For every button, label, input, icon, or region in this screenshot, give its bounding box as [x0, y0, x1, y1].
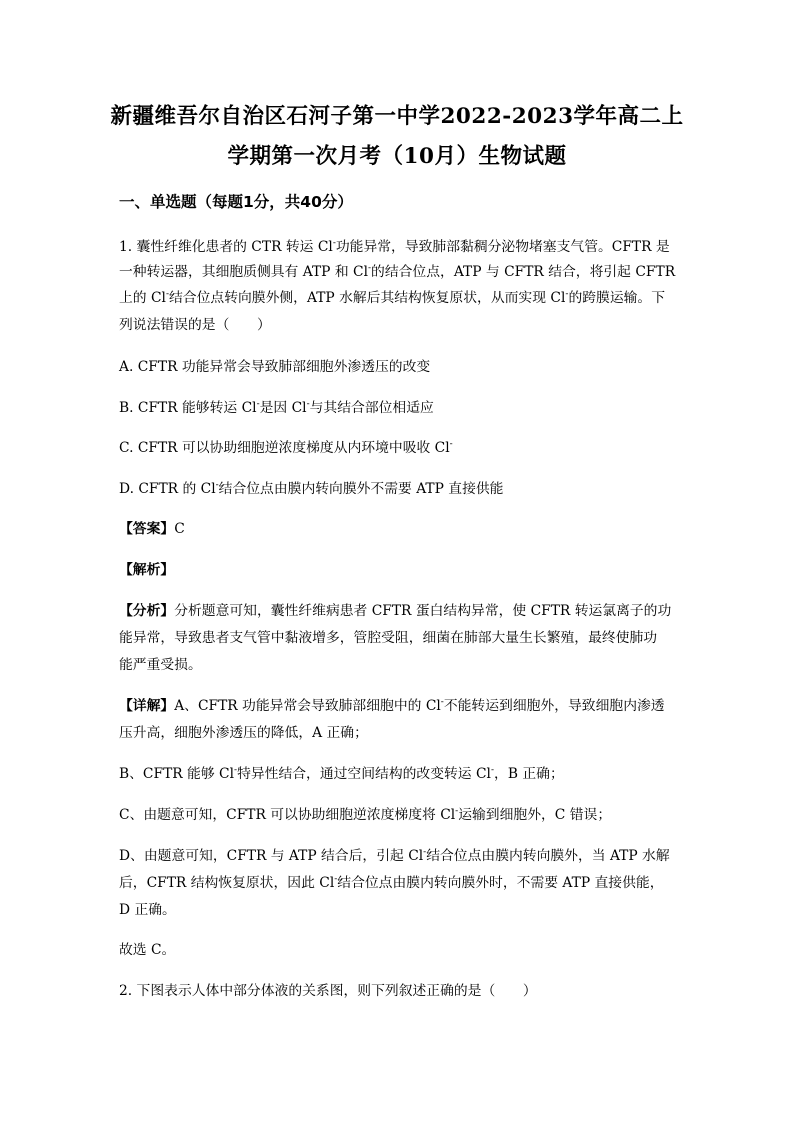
explanation-d-line-2: 后，CFTR 结构恢复原状，因此 Cl-结合位点由膜内转向膜外时，不需要 ATP 直接供能， — [119, 874, 664, 891]
answer-label: 【答案】 — [119, 521, 175, 537]
question-1-stem-line-4: 列说法错误的是（ ） — [119, 317, 271, 333]
xiangjie-text-1: A、CFTR 功能异常会导致肺部细胞中的 Cl-不能转运到细胞外，导致细胞内渗透 — [174, 697, 665, 714]
fenxi-label: 【分析】 — [119, 603, 175, 619]
question-1-option-c: C. CFTR 可以协助细胞逆浓度梯度从内环境中吸收 Cl- — [119, 439, 453, 456]
question-2-stem: 2. 下图表示人体中部分体液的关系图，则下列叙述正确的是（ ） — [119, 983, 537, 999]
explanation-d-line-3: D 正确。 — [119, 902, 176, 918]
section-heading: 一、单选题（每题1分，共40分） — [119, 193, 353, 211]
explanation-d-line-1: D、由题意可知，CFTR 与 ATP 结合后，引起 Cl-结合位点由膜内转向膜外，当 ATP 水解 — [119, 847, 670, 864]
question-1-option-d: D. CFTR 的 Cl-结合位点由膜内转向膜外不需要 ATP 直接供能 — [119, 480, 504, 497]
explanation-c: C、由题意可知，CFTR 可以协助细胞逆浓度梯度将 Cl-运输到细胞外，C 错误； — [119, 806, 612, 823]
analysis-label: 【解析】 — [119, 562, 175, 578]
fenxi-line-3: 能严重受损。 — [119, 657, 202, 673]
xiangjie-line-2: 压升高，细胞外渗透压的降低，A 正确； — [119, 725, 368, 741]
fenxi-line-2: 能异常，导致患者支气管中黏液增多，管腔受阻，细菌在肺部大量生长繁殖，最终使肺功 — [119, 630, 658, 646]
fenxi-text-1: 分析题意可知，囊性纤维病患者 CFTR 蛋白结构异常，使 CFTR 转运氯离子的功 — [174, 603, 672, 619]
answer-value: C — [174, 521, 185, 537]
document-title-line-2: 学期第一次月考（10月）生物试题 — [227, 144, 567, 169]
question-1-stem-line-2: 一种转运器，其细胞质侧具有 ATP 和 Cl-的结合位点，ATP 与 CFTR 结合，将引起 CFTR — [119, 263, 676, 280]
conclusion: 故选 C。 — [119, 942, 176, 958]
question-1-stem-line-3: 上的 Cl-结合位点转向膜外侧，ATP 水解后其结构恢复原状，从而实现 Cl-的跨膜运输。下 — [119, 289, 666, 306]
question-1-option-a: A. CFTR 功能异常会导致肺部细胞外渗透压的改变 — [119, 359, 431, 375]
answer-row — [119, 523, 185, 537]
explanation-b: B、CFTR 能够 Cl-特异性结合，通过空间结构的改变转运 Cl-，B 正确； — [119, 765, 564, 782]
document-title-line-1: 新疆维吾尔自治区石河子第一中学2022-2023学年高二上 — [110, 104, 684, 129]
xiangjie-line-1 — [119, 697, 665, 714]
question-1-stem-line-1: 1. 囊性纤维化患者的 CTR 转运 Cl-功能异常，导致肺部黏稠分泌物堵塞支气管。CFTR 是 — [119, 238, 670, 255]
xiangjie-label: 【详解】 — [119, 698, 175, 714]
fenxi-line-1 — [119, 605, 671, 619]
question-1-option-b: B. CFTR 能够转运 Cl-是因 Cl-与其结合部位相适应 — [119, 399, 434, 416]
